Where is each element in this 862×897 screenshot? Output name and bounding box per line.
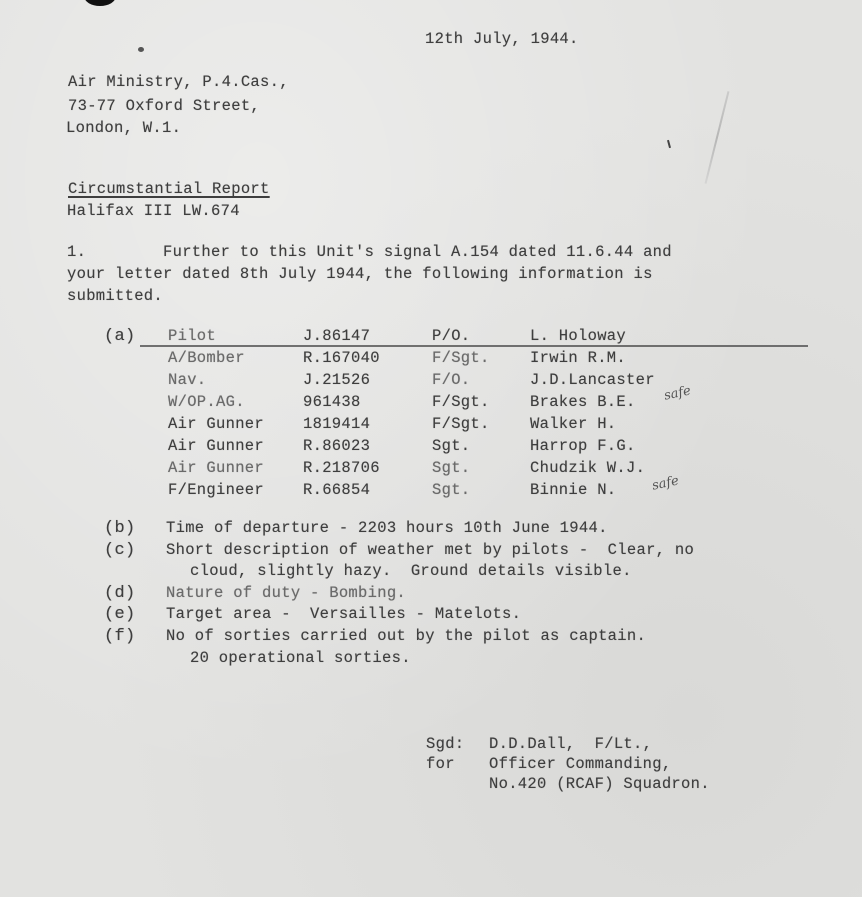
crew-name: L. Holoway: [530, 327, 627, 345]
item-label: (c): [104, 541, 136, 560]
pencil-tick-mark: [667, 140, 671, 148]
item-text: Nature of duty - Bombing.: [166, 584, 407, 602]
item-label: (d): [104, 584, 136, 603]
crew-rank: Sgt.: [432, 459, 471, 477]
crew-rank: P/O.: [432, 327, 471, 345]
item-label: (f): [104, 627, 136, 646]
letter-date: 12th July, 1944.: [425, 30, 579, 48]
item-text-continued: 20 operational sorties.: [190, 649, 411, 667]
crew-service-number: R.86023: [303, 437, 371, 455]
crew-role: Air Gunner: [168, 437, 265, 455]
crew-service-number: R.167040: [303, 349, 380, 367]
crew-service-number: R.66854: [303, 481, 371, 499]
crew-role: Pilot: [168, 327, 217, 345]
squadron-name: No.420 (RCAF) Squadron.: [489, 775, 710, 793]
crew-role: W/OP.AG.: [168, 393, 245, 411]
paragraph-line-3: submitted.: [67, 287, 164, 305]
item-text: Time of departure - 2203 hours 10th June 1944.: [166, 519, 608, 537]
report-title: Circumstantial Report: [68, 180, 270, 198]
item-text-continued: cloud, slightly hazy. Ground details visible.: [190, 562, 632, 580]
crew-rank: F/Sgt.: [432, 349, 490, 367]
signer-title: Officer Commanding,: [489, 755, 672, 773]
crew-service-number: J.21526: [303, 371, 371, 389]
handwritten-note: safe: [650, 473, 681, 494]
punch-hole: [84, 0, 116, 6]
addressee-line-2: 73-77 Oxford Street,: [68, 97, 261, 115]
crew-name: Harrop F.G.: [530, 437, 636, 455]
paragraph-line-1: Further to this Unit's signal A.154 dated 11.6.44 and: [163, 243, 672, 261]
addressee-line-1: Air Ministry, P.4.Cas.,: [68, 73, 289, 91]
crew-name: Brakes B.E.: [530, 393, 636, 411]
signed-label: Sgd:: [426, 735, 465, 753]
item-text: Short description of weather met by pilots - Clear, no: [166, 541, 695, 559]
paragraph-number: 1.: [67, 243, 87, 261]
crew-item-label: (a): [104, 327, 136, 346]
crew-role: A/Bomber: [168, 349, 245, 367]
item-text: No of sorties carried out by the pilot as captain.: [166, 627, 647, 645]
crew-rank: Sgt.: [432, 437, 471, 455]
crew-service-number: J.86147: [303, 327, 371, 345]
crew-name: Chudzik W.J.: [530, 459, 646, 477]
signer-name: D.D.Dall, F/Lt.,: [489, 735, 653, 753]
for-label: for: [426, 755, 455, 773]
crew-role: F/Engineer: [168, 481, 265, 499]
crew-name: Walker H.: [530, 415, 617, 433]
crew-name: Binnie N.: [530, 481, 617, 499]
paper-scratch: [705, 91, 730, 184]
crew-role: Nav.: [168, 371, 207, 389]
addressee-line-3: London, W.1.: [66, 119, 182, 137]
crew-rank: F/Sgt.: [432, 393, 490, 411]
crew-header-underline: [140, 345, 808, 347]
paragraph-line-2: your letter dated 8th July 1944, the following information is: [67, 265, 653, 283]
item-text: Target area - Versailles - Matelots.: [166, 605, 522, 623]
crew-service-number: 961438: [303, 393, 361, 411]
item-label: (e): [104, 605, 136, 624]
crew-rank: F/O.: [432, 371, 471, 389]
crew-name: J.D.Lancaster: [530, 371, 655, 389]
crew-name: Irwin R.M.: [530, 349, 627, 367]
handwritten-note: safe: [662, 383, 693, 404]
crew-rank: Sgt.: [432, 481, 471, 499]
crew-service-number: 1819414: [303, 415, 371, 433]
crew-role: Air Gunner: [168, 415, 265, 433]
aircraft-serial: Halifax III LW.674: [67, 202, 240, 220]
crew-service-number: R.218706: [303, 459, 380, 477]
item-label: (b): [104, 519, 136, 538]
crew-role: Air Gunner: [168, 459, 265, 477]
ink-dot: [138, 47, 144, 52]
crew-rank: F/Sgt.: [432, 415, 490, 433]
